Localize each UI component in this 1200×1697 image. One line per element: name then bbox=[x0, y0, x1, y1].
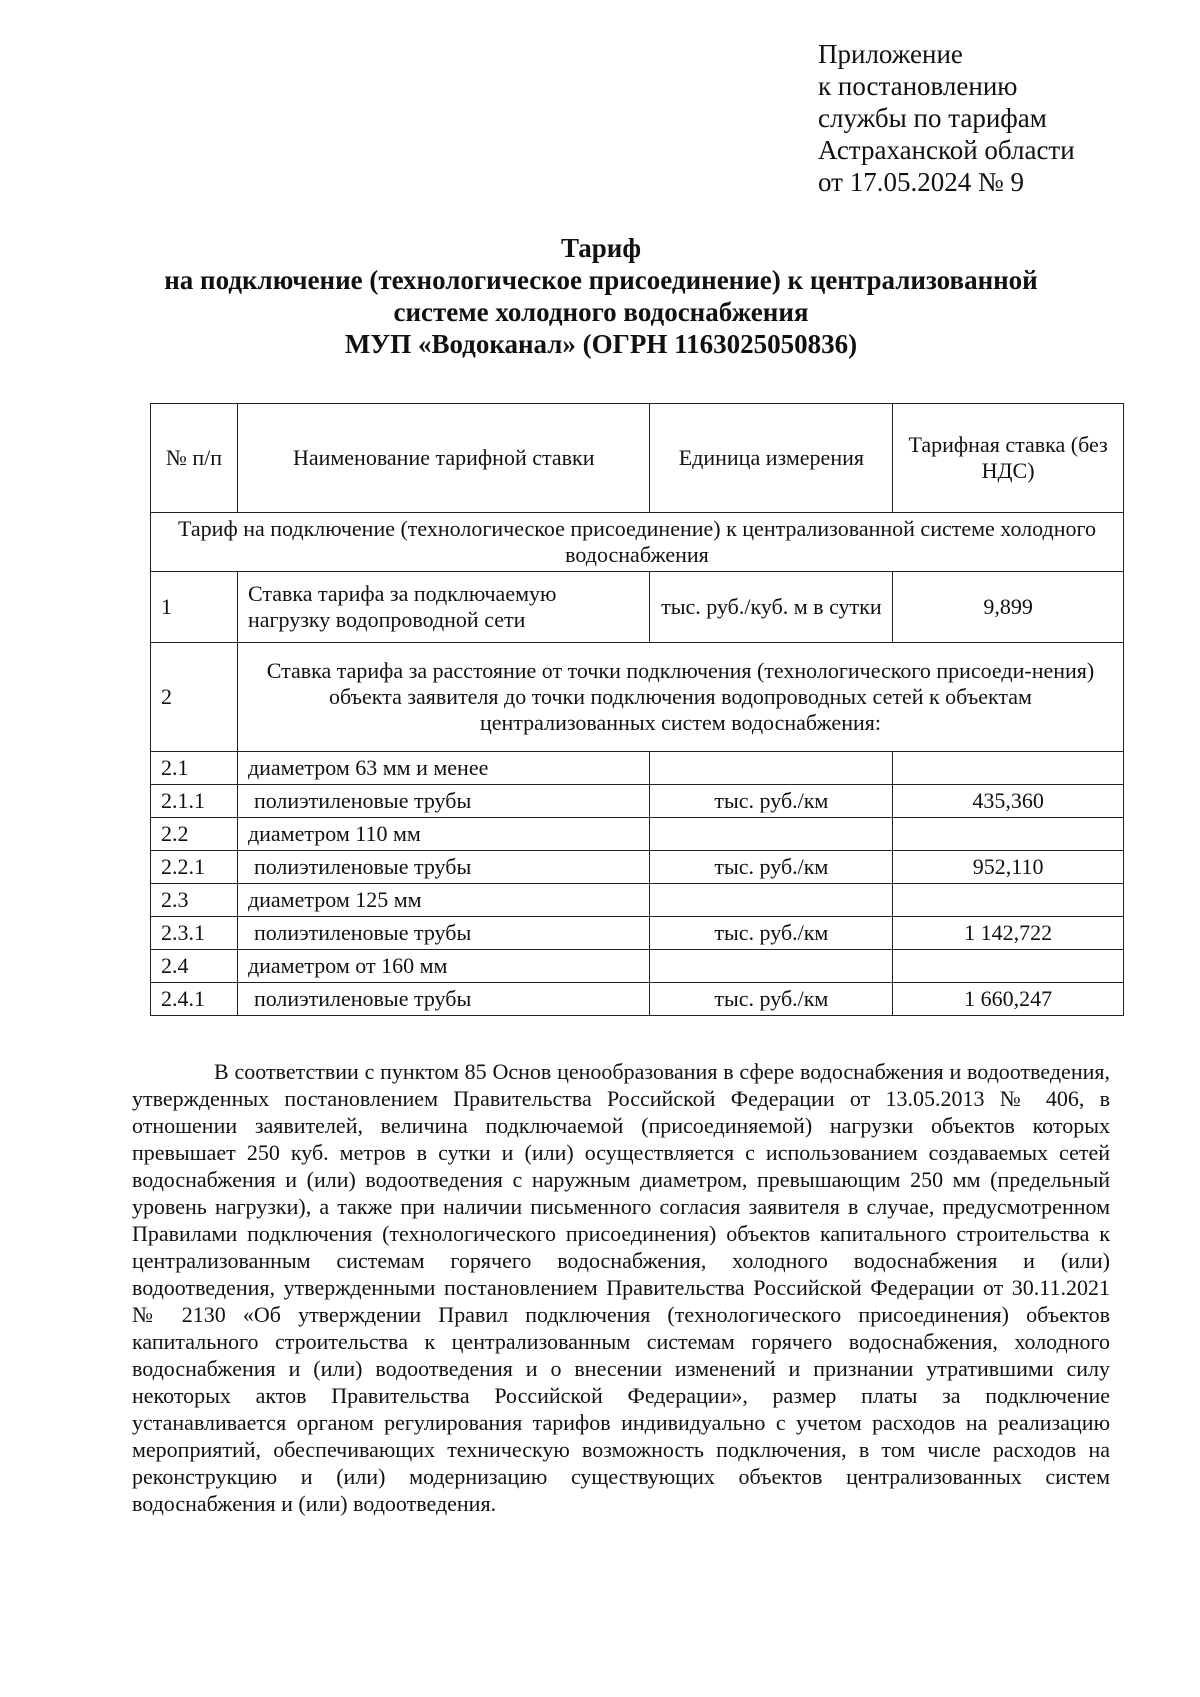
row-unit: тыс. руб./км bbox=[650, 785, 893, 818]
row-num: 2 bbox=[151, 643, 238, 752]
row-num: 2.4.1 bbox=[151, 983, 238, 1016]
row-unit: тыс. руб./км bbox=[650, 917, 893, 950]
row-rate: 435,360 bbox=[893, 785, 1124, 818]
row-num: 2.3.1 bbox=[151, 917, 238, 950]
table-row bbox=[151, 983, 1124, 1016]
row-num: 2.4 bbox=[151, 950, 238, 983]
row-num: 1 bbox=[151, 572, 238, 643]
row-num: 2.3 bbox=[151, 884, 238, 917]
title-line: Тариф bbox=[560, 233, 642, 263]
row-unit bbox=[650, 818, 893, 851]
row-name: Ставка тарифа за расстояние от точки подключения (технологического присоеди-нения) объекта заявителя до точки подключения водопроводных сетей к объектам централизованных систем водоснабжения: bbox=[237, 643, 1123, 752]
title-line: МУП «Водоканал» (ОГРН 1163025050836) bbox=[344, 329, 858, 359]
row-unit: тыс. руб./км bbox=[650, 983, 893, 1016]
row-rate: 1 142,722 bbox=[893, 917, 1124, 950]
table-row bbox=[151, 572, 1124, 643]
row-num: 2.1.1 bbox=[151, 785, 238, 818]
row-num: 2.1 bbox=[151, 752, 238, 785]
table-row bbox=[151, 818, 1124, 851]
body-text bbox=[132, 1058, 1110, 1517]
row-name: полиэтиленовые трубы bbox=[237, 785, 650, 818]
table-row bbox=[151, 643, 1124, 752]
tariff-table bbox=[150, 403, 1124, 1016]
attachment-block bbox=[818, 38, 1075, 198]
table-row bbox=[151, 950, 1124, 983]
title-line: системе холодного водоснабжения bbox=[393, 297, 809, 327]
header-unit: Единица измерения bbox=[650, 404, 893, 513]
section-title: Тариф на подключение (технологическое присоединение) к централизованной системе холодного водоснабжения bbox=[151, 513, 1124, 572]
header-num: № п/п bbox=[151, 404, 238, 513]
row-rate: 1 660,247 bbox=[893, 983, 1124, 1016]
table-section-row bbox=[151, 513, 1124, 572]
table-header-row bbox=[151, 404, 1124, 513]
table-row bbox=[151, 752, 1124, 785]
row-name: полиэтиленовые трубы bbox=[237, 851, 650, 884]
row-unit: тыс. руб./км bbox=[650, 851, 893, 884]
row-name: диаметром 63 мм и менее bbox=[237, 752, 650, 785]
header-rate: Тарифная ставка (без НДС) bbox=[893, 404, 1124, 513]
row-unit bbox=[650, 950, 893, 983]
row-rate: 9,899 bbox=[893, 572, 1124, 643]
title-line: на подключение (технологическое присоединение) к централизованной bbox=[164, 265, 1038, 295]
row-unit: тыс. руб./куб. м в сутки bbox=[650, 572, 893, 643]
row-rate bbox=[893, 752, 1124, 785]
row-num: 2.2 bbox=[151, 818, 238, 851]
row-rate bbox=[893, 818, 1124, 851]
body-paragraph: В соответствии с пунктом 85 Основ ценообразования в сфере водоснабжения и водоотведения, утвержденных постановлением Правительства Российской Федерации от 13.05.2013 № 406, в отношении заявителей, величина подключаемой (присоединяемой) нагрузки объектов которых превышает 250 куб. метров в сутки и (или) осуществляется с использованием создаваемых сетей водоснабжения и (или) водоотведения с наружным диаметром, превышающим 250 мм (предельный уровень нагрузки), а также при наличии письменного согласия заявителя в случае, предусмотренном Правилами подключения (технологического присоединения) объектов капитального строительства к централизованным системам горячего водоснабжения, холодного водоснабжения и (или) водоотведения, утвержденными постановлением Правительства Российской Федерации от 30.11.2021 № 2130 «Об утверждении Правил подключения (технологического присоединения) объектов капитального строительства к централизованным системам горячего водоснабжения, холодного водоснабжения и (или) водоотведения и о внесении изменений и признании утратившими силу некоторых актов Правительства Российской Федерации», размер платы за подключение устанавливается органом регулирования тарифов индивидуально с учетом расходов на реализацию мероприятий, обеспечивающих техническую возможность подключения, в том числе расходов на реконструкцию и (или) модернизацию существующих объектов централизованных систем водоснабжения и (или) водоотведения. bbox=[132, 1059, 1110, 1516]
row-name: полиэтиленовые трубы bbox=[237, 917, 650, 950]
attachment-line: Приложение bbox=[818, 39, 963, 69]
attachment-line: службы по тарифам bbox=[818, 103, 1047, 133]
table-row bbox=[151, 884, 1124, 917]
row-num: 2.2.1 bbox=[151, 851, 238, 884]
row-unit bbox=[650, 752, 893, 785]
attachment-line: Астраханской области bbox=[818, 135, 1075, 165]
row-rate bbox=[893, 884, 1124, 917]
table-row bbox=[151, 851, 1124, 884]
table-row bbox=[151, 785, 1124, 818]
row-name: диаметром 125 мм bbox=[237, 884, 650, 917]
header-name: Наименование тарифной ставки bbox=[237, 404, 650, 513]
document-title bbox=[120, 232, 1082, 360]
table-row bbox=[151, 917, 1124, 950]
attachment-line: от 17.05.2024 № 9 bbox=[818, 167, 1024, 197]
row-name: Ставка тарифа за подключаемую нагрузку водопроводной сети bbox=[237, 572, 650, 643]
row-rate: 952,110 bbox=[893, 851, 1124, 884]
row-name: диаметром 110 мм bbox=[237, 818, 650, 851]
row-rate bbox=[893, 950, 1124, 983]
attachment-line: к постановлению bbox=[818, 71, 1018, 101]
row-unit bbox=[650, 884, 893, 917]
row-name: диаметром от 160 мм bbox=[237, 950, 650, 983]
row-name: полиэтиленовые трубы bbox=[237, 983, 650, 1016]
